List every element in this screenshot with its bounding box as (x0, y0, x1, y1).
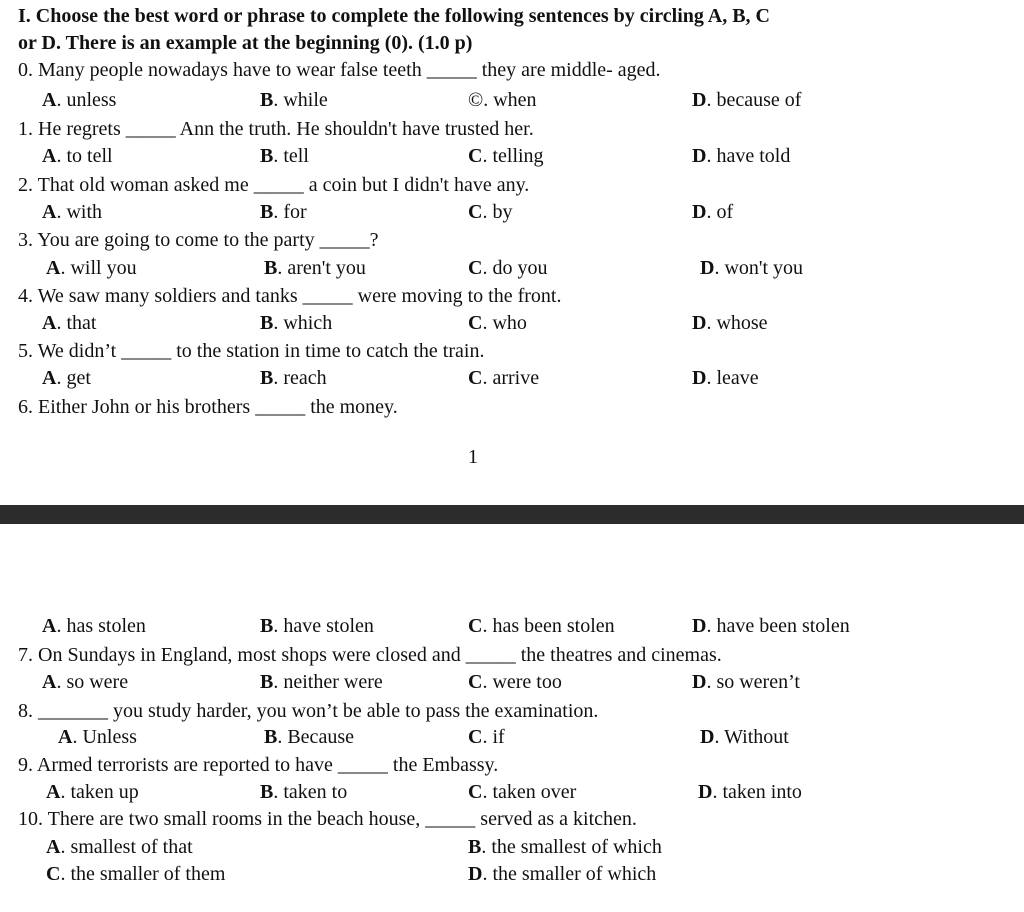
q8-option-b[interactable]: B. Because (264, 726, 354, 748)
q6-option-d[interactable]: D. have been stolen (692, 615, 850, 637)
q3-option-a[interactable]: A. will you (46, 257, 137, 279)
q4-option-d[interactable]: D. whose (692, 312, 768, 334)
question-2: 2. That old woman asked me _____ a coin but I didn't have any. (18, 174, 530, 196)
q9-option-d[interactable]: D. taken into (698, 781, 802, 803)
q10-option-a[interactable]: A. smallest of that (46, 836, 193, 858)
q3-option-b[interactable]: B. aren't you (264, 257, 366, 279)
question-8: 8. _______ you study harder, you won’t be able to pass the examination. (18, 700, 599, 722)
section-heading-line-1: I. Choose the best word or phrase to complete the following sentences by circling A, B, C (18, 5, 770, 27)
q2-option-c[interactable]: C. by (468, 201, 513, 223)
q0-option-d[interactable]: D. because of (692, 89, 802, 111)
q6-option-c[interactable]: C. has been stolen (468, 615, 615, 637)
page-number: 1 (468, 446, 478, 468)
q9-option-b[interactable]: B. taken to (260, 781, 348, 803)
q2-option-d[interactable]: D. of (692, 201, 734, 223)
q2-option-b[interactable]: B. for (260, 201, 307, 223)
q5-option-c[interactable]: C. arrive (468, 367, 540, 389)
question-4: 4. We saw many soldiers and tanks _____ were moving to the front. (18, 285, 562, 307)
q4-option-b[interactable]: B. which (260, 312, 333, 334)
q7-option-a[interactable]: A. so were (42, 671, 129, 693)
q8-option-a[interactable]: A. Unless (58, 726, 137, 748)
q1-option-c[interactable]: C. telling (468, 145, 544, 167)
q8-option-d[interactable]: D. Without (700, 726, 789, 748)
q8-option-c[interactable]: C. if (468, 726, 505, 748)
q10-option-b[interactable]: B. the smallest of which (468, 836, 662, 858)
question-3: 3. You are going to come to the party _____? (18, 229, 379, 251)
q7-option-c[interactable]: C. were too (468, 671, 562, 693)
q6-option-b[interactable]: B. have stolen (260, 615, 374, 637)
q1-option-d[interactable]: D. have told (692, 145, 791, 167)
q7-option-b[interactable]: B. neither were (260, 671, 383, 693)
q0-option-c-circled[interactable]: ©. when (468, 89, 537, 111)
question-6: 6. Either John or his brothers _____ the money. (18, 396, 398, 418)
q4-option-c[interactable]: C. who (468, 312, 527, 334)
question-10: 10. There are two small rooms in the beach house, _____ served as a kitchen. (18, 808, 637, 830)
question-1: 1. He regrets _____ Ann the truth. He shouldn't have trusted her. (18, 118, 534, 140)
q1-option-a[interactable]: A. to tell (42, 145, 113, 167)
q2-option-a[interactable]: A. with (42, 201, 103, 223)
q6-option-a[interactable]: A. has stolen (42, 615, 146, 637)
q7-option-d[interactable]: D. so weren’t (692, 671, 800, 693)
question-5: 5. We didn’t _____ to the station in time to catch the train. (18, 340, 485, 362)
q9-option-c[interactable]: C. taken over (468, 781, 577, 803)
q10-option-d[interactable]: D. the smaller of which (468, 863, 657, 885)
page-break-divider (0, 505, 1024, 524)
q5-option-d[interactable]: D. leave (692, 367, 759, 389)
question-0: 0. Many people nowadays have to wear false teeth _____ they are middle- aged. (18, 59, 661, 81)
q0-option-b[interactable]: B. while (260, 89, 328, 111)
q1-option-b[interactable]: B. tell (260, 145, 309, 167)
question-7: 7. On Sundays in England, most shops were closed and _____ the theatres and cinemas. (18, 644, 722, 666)
q4-option-a[interactable]: A. that (42, 312, 97, 334)
q5-option-b[interactable]: B. reach (260, 367, 327, 389)
q10-option-c[interactable]: C. the smaller of them (46, 863, 226, 885)
q3-option-d[interactable]: D. won't you (700, 257, 804, 279)
q3-option-c[interactable]: C. do you (468, 257, 548, 279)
q0-option-a[interactable]: A. unless (42, 89, 117, 111)
section-heading-line-2: or D. There is an example at the beginning (0). (1.0 p) (18, 32, 473, 54)
question-9: 9. Armed terrorists are reported to have _____ the Embassy. (18, 754, 499, 776)
q5-option-a[interactable]: A. get (42, 367, 91, 389)
q9-option-a[interactable]: A. taken up (46, 781, 139, 803)
